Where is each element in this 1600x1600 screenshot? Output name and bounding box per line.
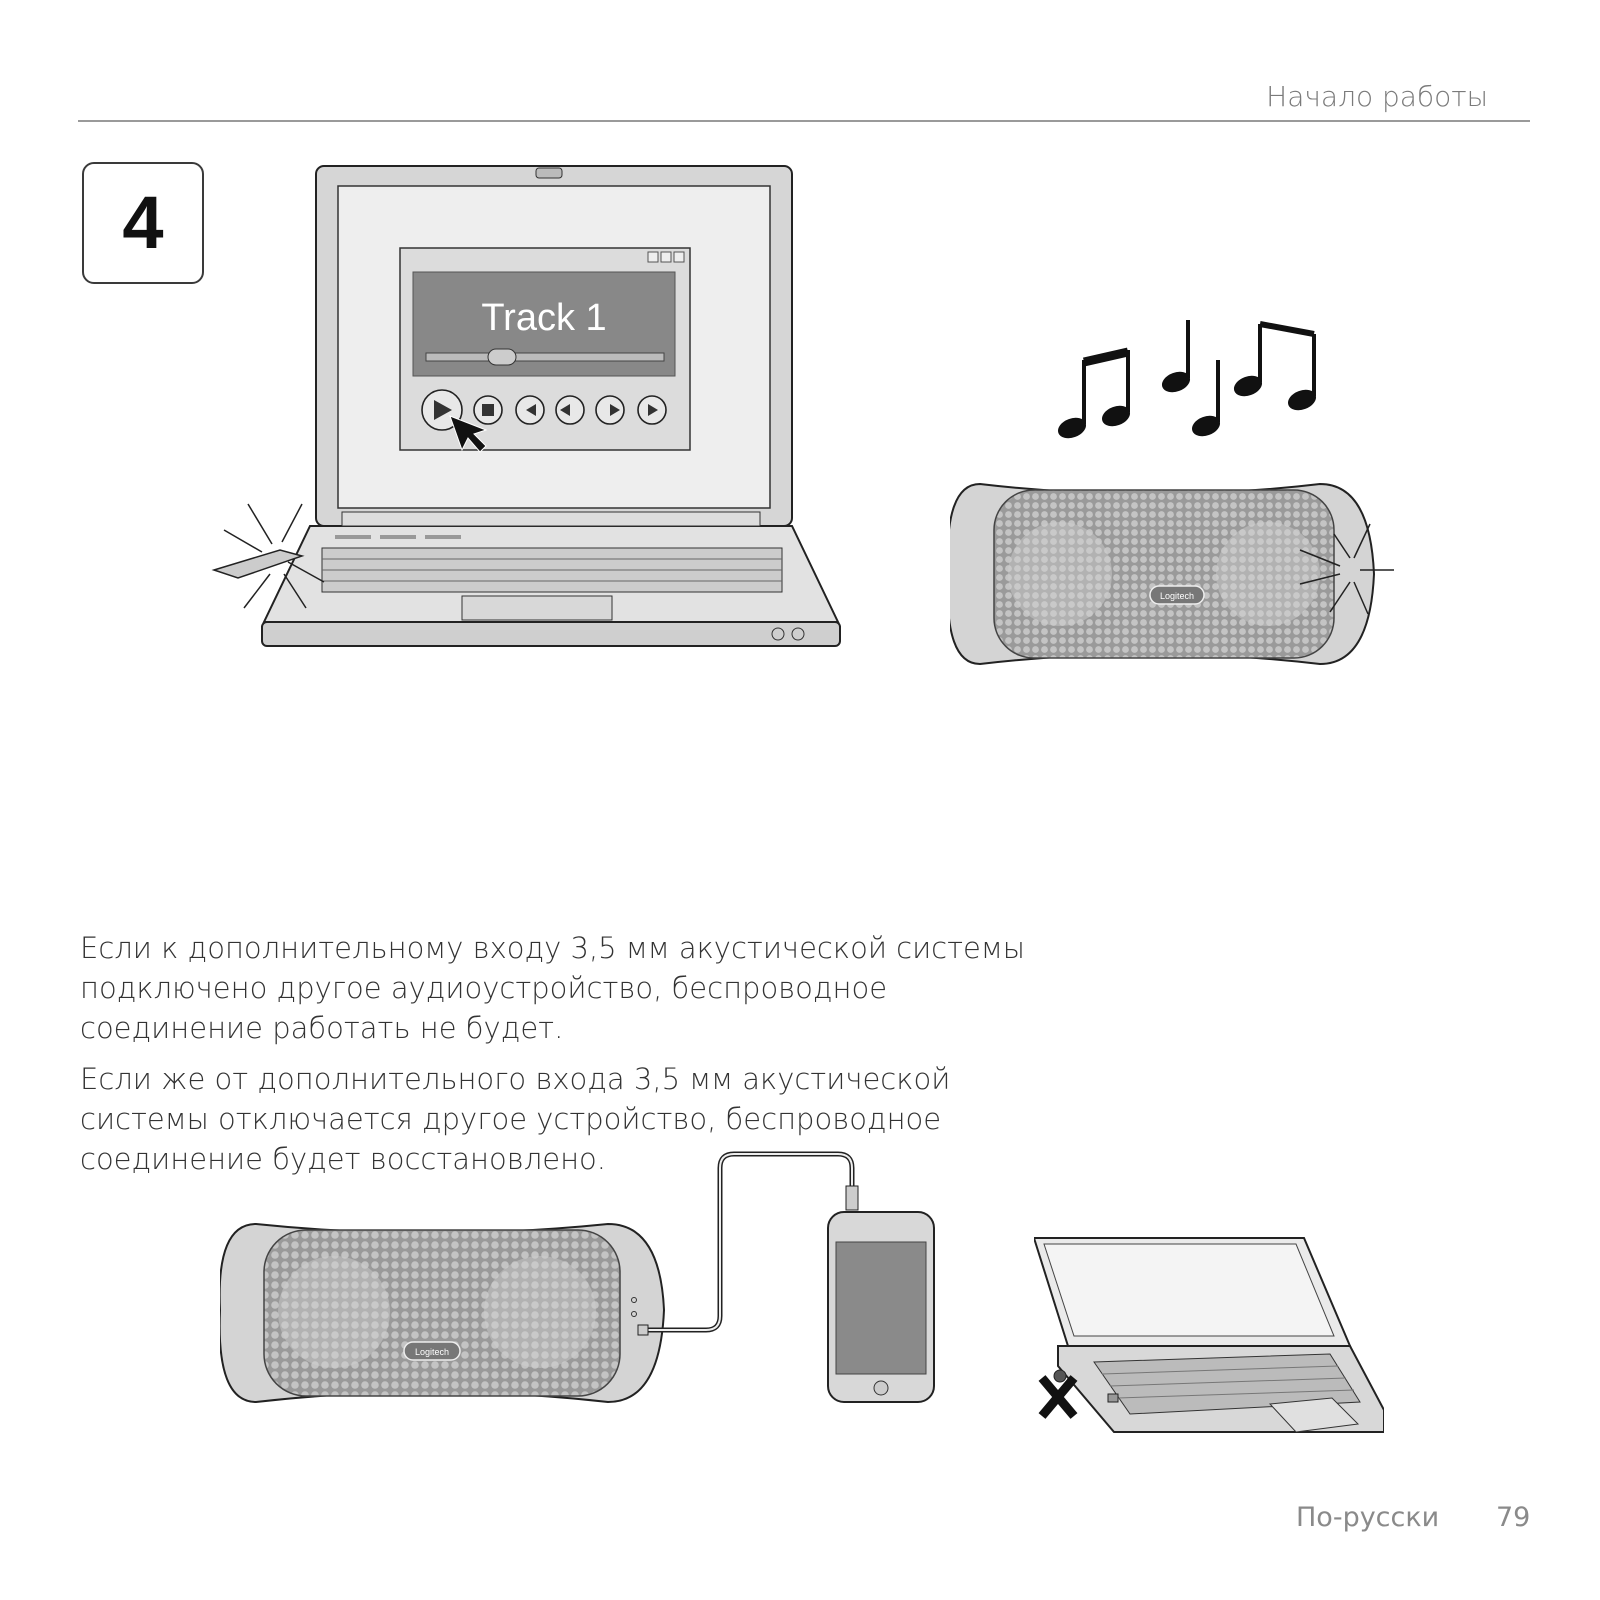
speaker-logo-text-2: Logitech [414,1347,450,1357]
webcam-icon [536,168,562,178]
laptop-side-illustration [1034,1236,1384,1436]
header-divider [78,120,1530,122]
touchpad [462,596,612,620]
laptop-illustration [210,160,870,670]
track-title: Track 1 [481,297,607,339]
audio-cable [646,1154,852,1330]
phone-icon [828,1212,934,1402]
x-mark-icon [1042,1378,1074,1416]
step-badge [82,162,204,284]
stop-icon [482,404,494,416]
speaker-logo-text: Logitech [1159,591,1195,601]
music-notes-icon [1050,316,1340,456]
paragraph-aux-disconnected: Если же от дополнительного входа 3,5 мм акустической системы отключается другое устройство, беспроводное соединение будет восстановлено. [80,1062,951,1176]
header-title: Начало работы [1266,80,1488,113]
media-player-window [400,248,690,452]
seek-bar[interactable] [426,353,664,361]
footer-language: По-русски [1296,1502,1440,1533]
close-icon[interactable] [674,252,684,262]
paragraph-aux-connected: Если к дополнительному входу 3,5 мм акустической системы подключено другое аудиоустройство, беспроводное соединение работать не будет. [80,931,1025,1045]
speaker-illustration [950,474,1410,674]
seek-thumb[interactable] [488,349,516,365]
step-number: 4 [122,181,164,264]
footer-page-number: 79 [1496,1502,1531,1533]
speaker-phone-illustration [220,1150,970,1440]
